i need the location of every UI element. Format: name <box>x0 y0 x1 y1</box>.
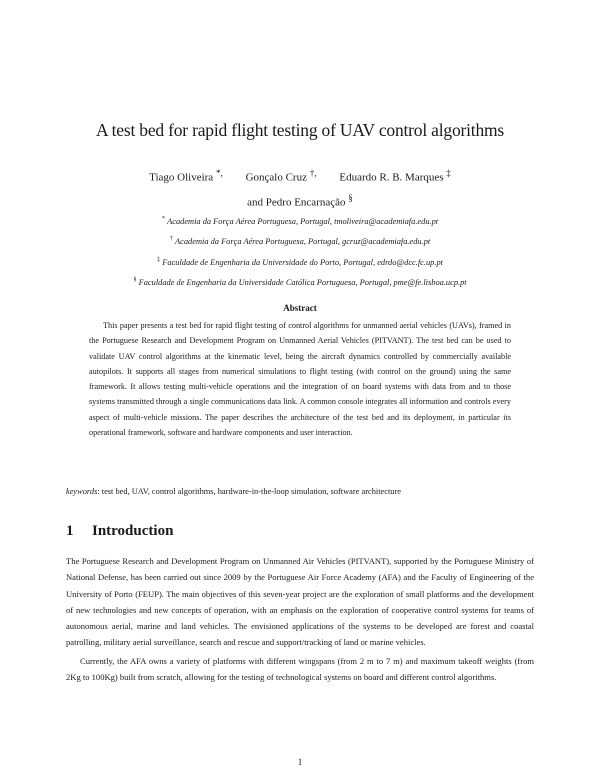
keywords-label: keywords <box>66 487 98 496</box>
section-heading <box>66 523 173 540</box>
affiliation <box>60 210 540 230</box>
keywords <box>66 487 546 496</box>
author-line-1 <box>60 163 540 188</box>
affiliation-text: Faculdade de Engenharia da Universidade do Porto, Portugal, edrdo@dcc.fc.up.pt <box>162 257 443 267</box>
author-mark: *, <box>215 168 223 178</box>
section-body <box>66 553 534 685</box>
affiliation-mark: § <box>133 275 137 283</box>
affiliation-list <box>60 210 540 291</box>
affiliation <box>60 271 540 291</box>
section-number: 1 <box>66 523 74 539</box>
paragraph: Currently, the AFA owns a variety of platforms with different wingspans (from 2 m to 7 m) and maximum takeoff weights (from 2Kg to 100Kg) built from scratch, allowing for the testing of technological systems on board and different control algorithms. <box>66 655 534 683</box>
author <box>149 163 223 188</box>
author-name: Eduardo R. B. Marques <box>339 171 444 184</box>
abstract-body: This paper presents a test bed for rapid flight testing of control algorithms for unmanned aerial vehicles (UAVs), framed in the Portuguese Research and Development Program on Unmanned Aerial Vehicles (PITVANT). The test bed can be used to validate UAV control algorithms at the kinematic level, being the aircraft dynamics controlled by commercially available autopilots. It supports all stages from numerical simulations to flight testing (with control on the ground) using the same framework. It allows testing multi-vehicle operations and the integration of on board systems with data from and to those systems transmitted through a single communications data link. A common console integrates all information and controls every aspect of multi-vehicle missions. The paper describes the architecture of the test bed and its deployment, in particular its operational framework, software and hardware components and user interaction. <box>89 321 511 438</box>
affiliation-mark: * <box>161 215 166 222</box>
author-mark: †, <box>309 168 317 178</box>
affiliation-text: Faculdade de Engenharia da Universidade Católica Portuguesa, Portugal, pme@fe.lisboa.ucp.pt <box>138 277 467 287</box>
page-number: 1 <box>297 757 303 767</box>
affiliation-text: Academia da Força Aérea Portuguesa, Portugal, tmoliveira@academiafa.edu.pt <box>167 216 439 226</box>
section-title: Introduction <box>92 523 174 539</box>
author-list <box>60 163 540 212</box>
author-name: and Pedro Encarnação <box>247 196 346 209</box>
affiliation-text: Academia da Força Aérea Portuguesa, Portugal, gcruz@academiafa.edu.pt <box>175 237 431 247</box>
author-name: Gonçalo Cruz <box>245 171 307 184</box>
keywords-text: : test bed, UAV, control algorithms, hardware-in-the-loop simulation, software architecture <box>97 487 401 496</box>
abstract-heading: Abstract <box>283 303 317 313</box>
author <box>246 163 317 188</box>
paper-title: A test bed for rapid flight testing of UAV control algorithms <box>95 120 505 140</box>
affiliation <box>60 251 540 271</box>
author-mark: ‡ <box>446 168 451 178</box>
affiliation-mark: ‡ <box>157 255 161 263</box>
affiliation <box>60 230 540 250</box>
author <box>339 163 451 188</box>
paragraph: The Portuguese Research and Development Program on Unmanned Air Vehicles (PITVANT), supported by the Portuguese Ministry of National Defense, has been carried out since 2009 by the Portuguese Air Force Academy (AFA) and the Faculty of Engineering of the University of Porto (FEUP). The main objectives of this seven-year project are the exploration of small platforms and the development of new technologies and new concepts of operation, with an emphasis on the exploration of cooperative control systems for teams of autonomous aerial, marine and land vehicles. The envisioned applications of the systems to be developed are forest and coastal patrolling, military aerial surveillance, search and rescue and support/tracking of land or marine vehicles. <box>66 556 534 648</box>
author-mark: § <box>348 192 353 203</box>
author-name: Tiago Oliveira <box>149 171 214 184</box>
author-line-2 <box>60 188 540 213</box>
affiliation-mark: † <box>169 235 174 243</box>
